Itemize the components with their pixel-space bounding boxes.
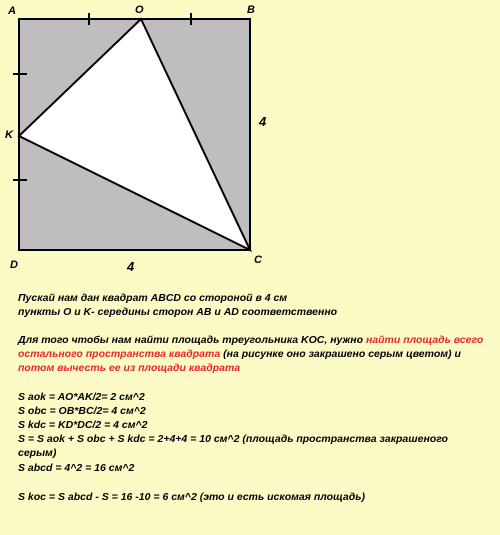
vertex-label-a: A [8, 5, 16, 17]
side-length-bc: 4 [259, 114, 267, 129]
vertex-label-b: B [247, 4, 255, 16]
area-obc: S obc = OB*BC/2= 4 см^2 [18, 405, 146, 417]
vertex-label-o: O [135, 4, 144, 16]
area-sum: S = S aok + S obc + S kdc = 2+4+4 = 10 см^2 (площадь пространства закрашеного серым) [18, 433, 448, 459]
area-abcd: S abcd = 4^2 = 16 см^2 [18, 462, 135, 474]
vertex-label-k: K [5, 129, 13, 141]
area-calculations [18, 390, 488, 460]
given-line-1: Пускай нам дан квадрат ABCD со стороной в 4 см [18, 292, 288, 304]
area-square [18, 461, 488, 475]
vertex-label-c: C [254, 254, 262, 266]
area-result [18, 490, 488, 504]
plan-highlight-2: потом вычесть ее из площади квадрата [18, 362, 241, 374]
given-statement [18, 291, 488, 319]
vertex-label-d: D [10, 259, 18, 271]
plan-highlight-1: найти площадь всего остального пространства квадрата [18, 334, 484, 360]
area-koc: S koc = S abcd - S = 16 -10 = 6 см^2 (это и есть искомая площадь) [18, 491, 365, 503]
solution-plan [18, 333, 488, 375]
given-line-2: пункты O и K- середины сторон AB и AD соответственно [18, 306, 338, 318]
plan-text-2: (на рисунке оно закрашено серым цветом) и [220, 348, 461, 360]
area-aok: S aok = AO*AK/2= 2 см^2 [18, 391, 145, 403]
plan-text-1: Для того чтобы нам найти площадь треугольника KOC, нужно [18, 334, 366, 346]
side-length-dc: 4 [127, 259, 135, 274]
area-kdc: S kdc = KD*DC/2 = 4 см^2 [18, 419, 148, 431]
